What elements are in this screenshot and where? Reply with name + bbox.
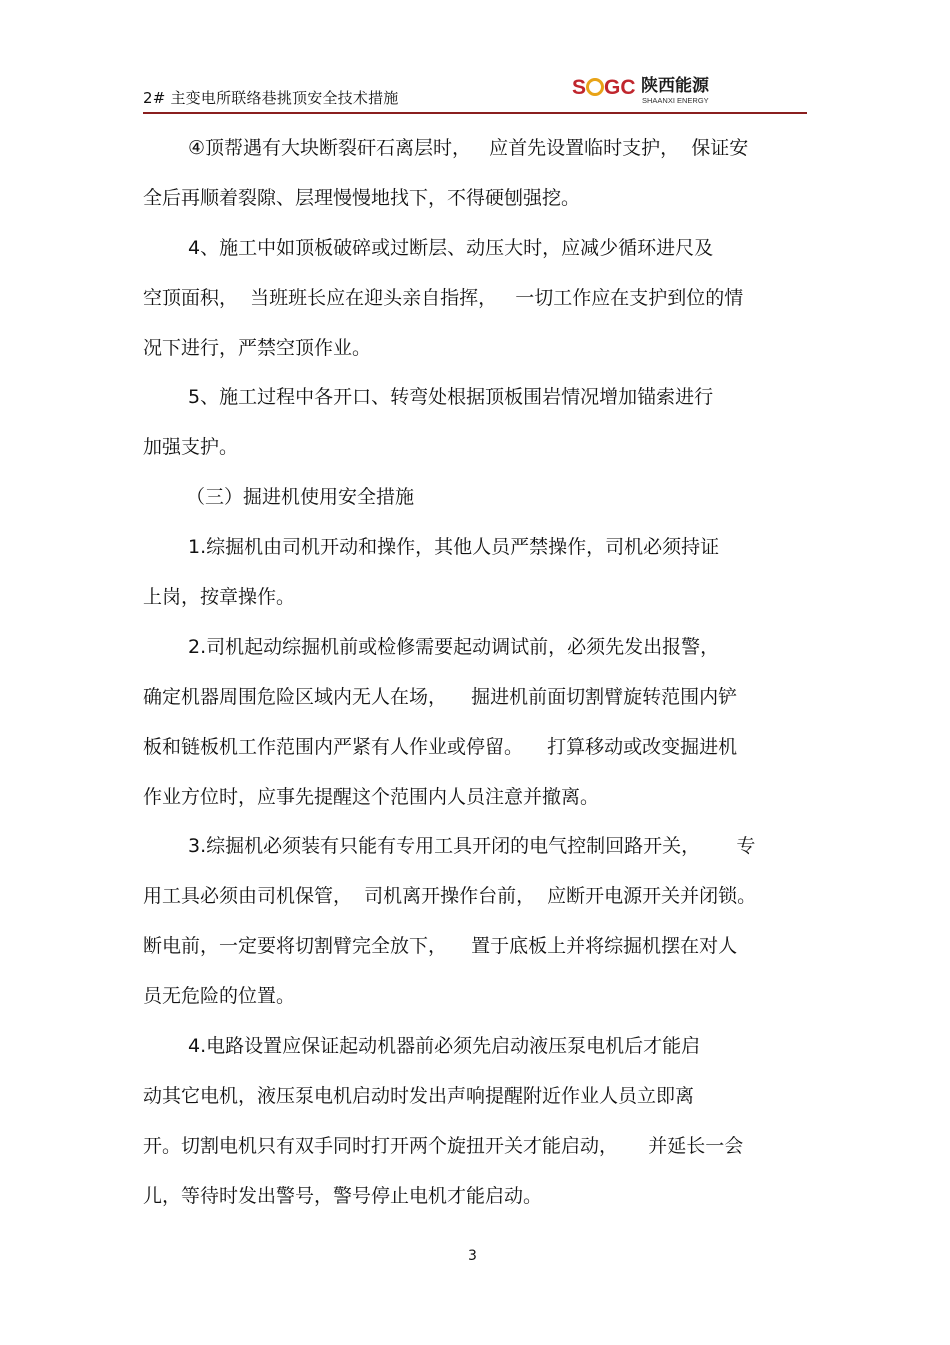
svg-text:陕西能源: 陕西能源 [641,76,709,96]
text-line: 5、施工过程中各开口、转弯处根据顶板围岩情况增加锚索进行 [188,386,714,408]
segc-logo-icon [571,70,721,106]
text-line: 确定机器周围危险区域内无人在场， 掘进机前面切割臂旋转范围内铲 [143,686,738,708]
text-line: 作业方位时，应事先提醒这个范围内人员注意并撤离。 [143,786,600,808]
text-line: ④顶帮遇有大块断裂矸石离层时， 应首先设置临时支护， 保证安 [188,137,749,159]
section-heading: （三）掘进机使用安全措施 [186,486,415,508]
text-line: 4.电路设置应保证起动机器前必须先启动液压泵电机后才能启 [188,1035,701,1057]
header-rule [143,112,807,114]
header-title: 2# 主变电所联络巷挑顶安全技术措施 [143,89,399,107]
text-line: 上岗，按章操作。 [143,586,296,608]
text-line: 空顶面积， 当班班长应在迎头亲自指挥， 一切工作应在支护到位的情 [143,287,744,309]
text-line: 4、施工中如顶板破碎或过断层、动压大时，应减少循环进尺及 [188,237,714,259]
text-line: 开。切割电机只有双手同时打开两个旋扭开关才能启动， 并延长一会 [143,1135,744,1157]
company-logo [571,70,721,106]
text-line: 动其它电机，液压泵电机启动时发出声响提醒附近作业人员立即离 [143,1085,695,1107]
text-line: 板和链板机工作范围内严紧有人作业或停留。 打算移动或改变掘进机 [143,736,738,758]
text-line: 用工具必须由司机保管， 司机离开操作台前， 应断开电源开关并闭锁。 [143,885,757,907]
page-number: 3 [468,1248,477,1264]
text-line: 儿，等待时发出警号，警号停止电机才能启动。 [143,1185,543,1207]
text-line: 加强支护。 [143,436,239,458]
text-line: 况下进行，严禁空顶作业。 [143,337,372,359]
text-line: 断电前，一定要将切割臂完全放下， 置于底板上并将综掘机摆在对人 [143,935,738,957]
text-line: 3.综掘机必须装有只能有专用工具开闭的电气控制回路开关， 专 [188,835,756,857]
text-line: 全后再顺着裂隙、层理慢慢地找下，不得硬刨强挖。 [143,187,581,209]
text-line: 1.综掘机由司机开动和操作，其他人员严禁操作，司机必须持证 [188,536,720,558]
svg-text:SHAANXI ENERGY: SHAANXI ENERGY [642,96,709,105]
svg-text:S: S [572,76,587,99]
svg-text:GC: GC [604,76,636,99]
text-line: 2.司机起动综掘机前或检修需要起动调试前，必须先发出报警， [188,636,720,658]
text-line: 员无危险的位置。 [143,985,296,1007]
